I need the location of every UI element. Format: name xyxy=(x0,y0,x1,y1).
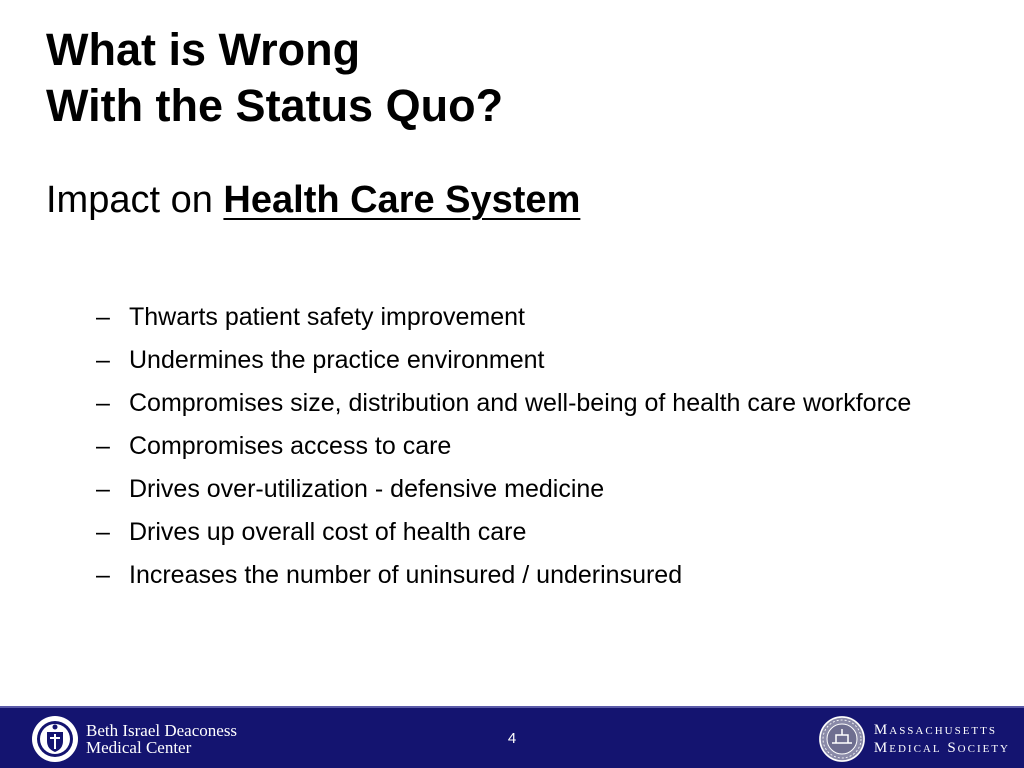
bullet-item xyxy=(96,515,976,549)
mms-name-line-1: Massachusetts xyxy=(873,722,997,738)
bullet-dash: – xyxy=(96,303,110,331)
subtitle-prefix: Impact on xyxy=(46,179,224,221)
bullet-item xyxy=(96,472,976,506)
bullet-text: Thwarts patient safety improvement xyxy=(129,303,525,331)
bullet-dash: – xyxy=(96,561,110,589)
mms-name xyxy=(874,721,1010,757)
page-number: 4 xyxy=(507,730,517,747)
footer-bar xyxy=(0,706,1024,768)
slide-title xyxy=(46,22,503,134)
bullet-dash: – xyxy=(96,475,110,503)
mms-logo xyxy=(818,714,1010,764)
bullet-text: Undermines the practice environment xyxy=(129,346,545,374)
bullet-dash: – xyxy=(96,389,110,417)
subtitle-emphasis: Health Care System xyxy=(223,179,581,221)
mms-seal-icon xyxy=(818,715,866,763)
bullet-dash: – xyxy=(96,432,110,460)
bullet-text: Compromises access to care xyxy=(129,432,452,460)
bullet-dash: – xyxy=(96,346,110,374)
bullet-item xyxy=(96,558,976,592)
title-line-1: What is Wrong xyxy=(46,24,361,75)
mms-name-line-2: Medical Society xyxy=(873,740,1010,756)
bidmc-name-line-2: Medical Center xyxy=(86,738,192,757)
bullet-text: Drives over-utilization - defensive medicine xyxy=(129,475,605,503)
bidmc-name-line-1: Beth Israel Deaconess xyxy=(86,721,238,740)
bullet-text: Drives up overall cost of health care xyxy=(129,518,527,546)
bullet-item xyxy=(96,343,976,377)
bullet-item xyxy=(96,429,976,463)
bullet-text: Compromises size, distribution and well-being of health care workforce xyxy=(129,389,912,417)
bullet-item xyxy=(96,386,976,420)
bullet-dash: – xyxy=(96,518,110,546)
title-line-2: With the Status Quo? xyxy=(46,80,504,131)
bullet-text: Increases the number of uninsured / underinsured xyxy=(129,561,683,589)
slide-subtitle xyxy=(46,176,580,224)
bullet-item xyxy=(96,300,976,334)
bullet-list xyxy=(96,300,976,601)
